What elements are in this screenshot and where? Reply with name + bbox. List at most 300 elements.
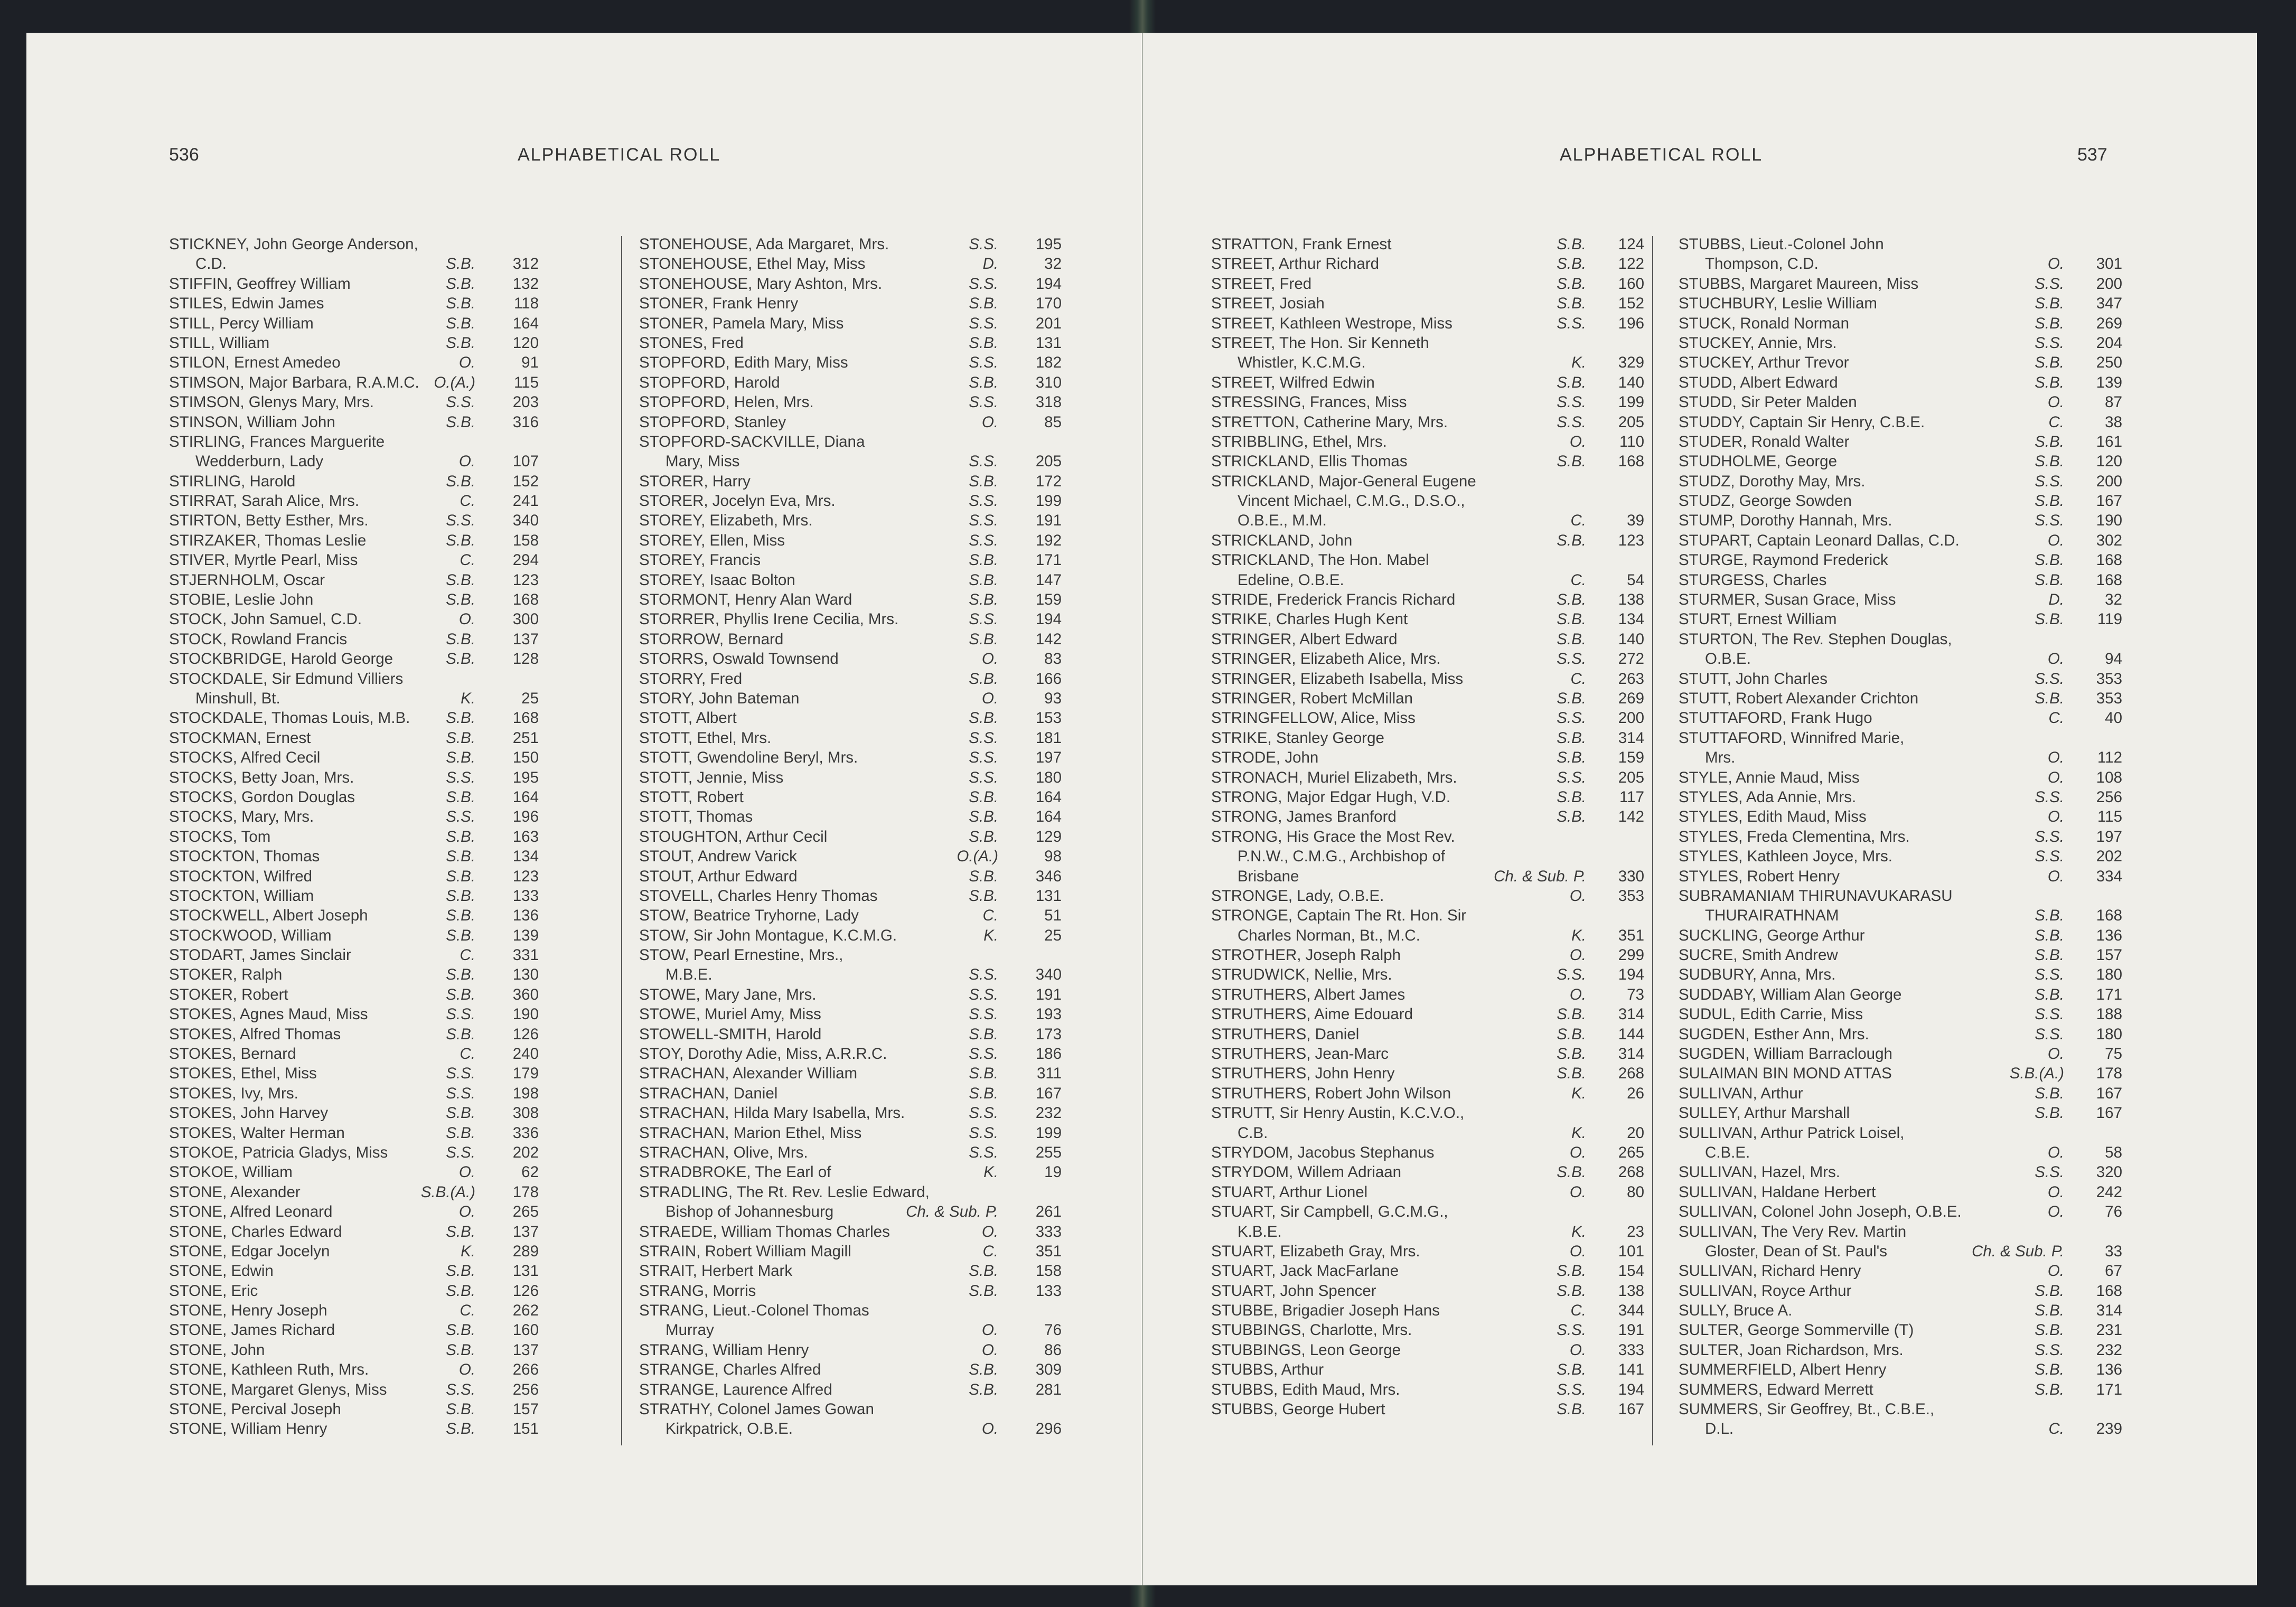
entry-page: 147 [1035, 571, 1062, 589]
entry-name: STONER, Pamela Mary, Miss [639, 314, 844, 332]
entry-honour: S.S. [969, 749, 998, 767]
roll-entry [169, 847, 539, 866]
entry-honour: S.B. [2035, 1084, 2064, 1102]
entry-page: 340 [1035, 966, 1062, 984]
entry-honour: O. [1569, 1183, 1586, 1201]
entry-honour: S.B. [969, 828, 998, 845]
entry-name: STONER, Frank Henry [639, 295, 799, 313]
entry-honour: C. [2048, 709, 2064, 727]
entry-name: SULLIVAN, Arthur [1679, 1084, 1803, 1102]
entry-honour: S.B. [1557, 630, 1586, 648]
entry-page: 138 [1618, 591, 1644, 609]
entry-name: STONE, Alexander [169, 1183, 301, 1201]
entry-page: 80 [1627, 1183, 1644, 1201]
entry-page: 201 [1035, 314, 1062, 332]
roll-entry [169, 274, 539, 294]
roll-entry [639, 847, 1062, 866]
entry-honour: Ch. & Sub. P. [906, 1203, 998, 1221]
entry-name: STOPFORD, Edith Mary, Miss [639, 354, 848, 372]
entry-name: STONE, Percival Joseph [169, 1401, 341, 1418]
entry-page: 130 [512, 966, 539, 984]
entry-name: STRICKLAND, The Hon. Mabel [1211, 551, 1429, 569]
entry-page: 196 [1618, 314, 1644, 332]
entry-honour: S.B. [446, 275, 475, 293]
entry-page: 296 [1035, 1420, 1062, 1438]
entry-name: SUDBURY, Anna, Mrs. [1679, 966, 1836, 984]
entry-name: STOCKS, Alfred Cecil [169, 749, 321, 767]
entry-page: 167 [1618, 1401, 1644, 1418]
entry-name: P.N.W., C.M.G., Archbishop of [1238, 848, 1445, 866]
entry-honour: K. [983, 1163, 998, 1181]
entry-honour: S.B. [969, 373, 998, 391]
entry-honour: S.S. [2035, 275, 2064, 293]
entry-name: STRICKLAND, Ellis Thomas [1211, 453, 1408, 471]
entry-honour: S.B. [1557, 1045, 1586, 1063]
roll-entry [1679, 728, 2122, 748]
roll-entry [169, 550, 539, 570]
roll-entry [639, 570, 1062, 590]
entry-name: SULTER, George Sommerville (T) [1679, 1321, 1914, 1339]
roll-entry [1211, 1202, 1644, 1221]
entry-name: STRINGER, Robert McMillan [1211, 689, 1413, 707]
entry-page: 107 [512, 453, 539, 471]
entry-page: 269 [1618, 689, 1644, 707]
entry-honour: O. [2047, 1183, 2064, 1201]
entry-name: STRESSING, Frances, Miss [1211, 393, 1407, 411]
entry-honour: S.B. [1557, 808, 1586, 826]
entry-page: 262 [512, 1302, 539, 1320]
roll-entry [1679, 373, 2122, 392]
roll-entry [1679, 333, 2122, 353]
entry-name: STRADBROKE, The Earl of [639, 1163, 831, 1181]
entry-page: 340 [512, 512, 539, 530]
roll-entry [1679, 807, 2122, 826]
entry-honour: O. [1569, 946, 1586, 964]
roll-entry [1679, 1025, 2122, 1044]
roll-entry [1679, 570, 2122, 590]
entry-page: 33 [2105, 1242, 2122, 1260]
entry-honour: O. [1569, 985, 1586, 1003]
entry-page: 75 [2105, 1045, 2122, 1063]
roll-entry [639, 1281, 1062, 1301]
entry-honour: S.S. [2035, 334, 2064, 352]
entry-page: 154 [1618, 1262, 1644, 1280]
roll-entry [639, 787, 1062, 807]
entry-name: SUGDEN, William Barraclough [1679, 1045, 1892, 1063]
entry-honour: S.B. [2035, 492, 2064, 510]
entry-page: 166 [1035, 670, 1062, 688]
entry-honour: S.S. [969, 314, 998, 332]
entry-page: 142 [1618, 808, 1644, 826]
roll-entry [1679, 689, 2122, 708]
entry-name: STOW, Beatrice Tryhorne, Lady [639, 907, 859, 925]
entry-name: SULLIVAN, Haldane Herbert [1679, 1183, 1876, 1201]
entry-honour: O. [981, 1420, 998, 1438]
roll-entry [1679, 1162, 2122, 1182]
roll-entry [1211, 1162, 1644, 1182]
entry-honour: S.B. [1557, 255, 1586, 273]
entry-honour: S.B. [969, 334, 998, 352]
entry-name: STOCKS, Tom [169, 828, 271, 845]
entry-honour: S.B. [1557, 1065, 1586, 1083]
entry-honour: O.(A.) [434, 373, 475, 391]
roll-entry [169, 472, 539, 491]
entry-honour: O.(A.) [957, 848, 998, 866]
entry-page: 294 [512, 551, 539, 569]
entry-page: 159 [1035, 591, 1062, 609]
entry-name: STRATHY, Colonel James Gowan [639, 1401, 874, 1418]
roll-entry [169, 689, 539, 708]
entry-name: STRIBBLING, Ethel, Mrs. [1211, 433, 1387, 450]
entry-page: 191 [1035, 512, 1062, 530]
entry-page: 360 [512, 985, 539, 1003]
roll-entry [169, 412, 539, 432]
roll-entry [169, 1182, 539, 1202]
roll-entry [1211, 373, 1644, 392]
entry-honour: S.S. [969, 236, 998, 253]
entry-honour: S.B. [2035, 610, 2064, 628]
entry-name: STRIDE, Frederick Francis Richard [1211, 591, 1456, 609]
entry-honour: S.B. [969, 591, 998, 609]
entry-page: 240 [512, 1045, 539, 1063]
entry-name: STUDDY, Captain Sir Henry, C.B.E. [1679, 413, 1925, 431]
entry-honour: O. [2047, 867, 2064, 885]
entry-honour: S.S. [1557, 966, 1586, 984]
entry-honour: K. [983, 926, 998, 944]
roll-entry [1211, 1084, 1644, 1103]
entry-page: 93 [1044, 689, 1062, 707]
entry-honour: S.S. [969, 354, 998, 372]
entry-name: STONE, James Richard [169, 1321, 335, 1339]
entry-honour: C. [1570, 571, 1586, 589]
entry-name: STORRER, Phyllis Irene Cecilia, Mrs. [639, 610, 899, 628]
roll-entry [639, 472, 1062, 491]
roll-entry [1679, 787, 2122, 807]
entry-name: STUDZ, George Sowden [1679, 492, 1852, 510]
roll-entry [1211, 1044, 1644, 1064]
entry-honour: S.B. [446, 1401, 475, 1418]
roll-entry [1679, 234, 2122, 254]
entry-page: 197 [1035, 749, 1062, 767]
entry-name: SUCKLING, George Arthur [1679, 926, 1865, 944]
entry-name: STONEHOUSE, Ada Margaret, Mrs. [639, 236, 889, 253]
entry-honour: S.B. [446, 907, 475, 925]
roll-entry [639, 274, 1062, 294]
entry-honour: S.B.(A.) [2009, 1065, 2064, 1083]
entry-name: STORY, John Bateman [639, 689, 800, 707]
entry-honour: D. [982, 255, 998, 273]
entry-page: 73 [1627, 985, 1644, 1003]
entry-honour: O. [2047, 808, 2064, 826]
entry-page: 159 [1618, 749, 1644, 767]
entry-page: 139 [512, 926, 539, 944]
roll-entry [1211, 432, 1644, 452]
roll-entry [169, 748, 539, 767]
entry-honour: S.B. [446, 709, 475, 727]
entry-name: STOCKMAN, Ernest [169, 729, 311, 747]
roll-entry [169, 629, 539, 649]
entry-name: STUCKEY, Arthur Trevor [1679, 354, 1849, 372]
entry-page: 157 [2096, 946, 2122, 964]
roll-entry [169, 452, 539, 471]
entry-honour: S.B. [2035, 314, 2064, 332]
roll-entry [1211, 985, 1644, 1004]
entry-honour: S.S. [1557, 709, 1586, 727]
entry-name: STILL, William [169, 334, 270, 352]
entry-page: 171 [1035, 551, 1062, 569]
entry-name: Gloster, Dean of St. Paul's [1705, 1242, 1888, 1260]
roll-entry [639, 867, 1062, 886]
roll-entry [1679, 392, 2122, 412]
entry-honour: S.B. [1557, 1262, 1586, 1280]
entry-name: STONE, Henry Joseph [169, 1302, 327, 1320]
entry-honour: S.S. [446, 393, 475, 411]
roll-entry [169, 708, 539, 728]
entry-page: 83 [1044, 650, 1062, 668]
roll-entry [1211, 392, 1644, 412]
entry-page: 269 [2096, 314, 2122, 332]
entry-honour: O. [981, 689, 998, 707]
entry-page: 137 [512, 1223, 539, 1241]
roll-entry [1679, 1320, 2122, 1340]
entry-name: STUBBS, Margaret Maureen, Miss [1679, 275, 1919, 293]
roll-entry [639, 1103, 1062, 1123]
roll-entry [169, 1025, 539, 1044]
entry-name: SUGDEN, Esther Ann, Mrs. [1679, 1025, 1869, 1043]
entry-honour: S.B. [446, 314, 475, 332]
roll-entry [639, 1340, 1062, 1360]
roll-entry [1679, 1380, 2122, 1399]
entry-page: 158 [512, 531, 539, 549]
entry-honour: O. [458, 1361, 475, 1379]
entry-honour: S.S. [2035, 848, 2064, 866]
entry-name: STRUTHERS, Robert John Wilson [1211, 1084, 1451, 1102]
roll-entry [1679, 1301, 2122, 1320]
entry-honour: S.B. [446, 887, 475, 905]
entry-name: STUTT, John Charles [1679, 670, 1828, 688]
entry-honour: S.S. [969, 492, 998, 510]
entry-name: STONE, William Henry [169, 1420, 327, 1438]
entry-name: STRONG, His Grace the Most Rev. [1211, 828, 1455, 845]
roll-entry [169, 728, 539, 748]
entry-name: STRONG, James Branford [1211, 808, 1397, 826]
entry-name: STOKES, Agnes Maud, Miss [169, 1005, 368, 1023]
entry-page: 311 [1036, 1065, 1062, 1083]
entry-name: STRANGE, Laurence Alfred [639, 1380, 832, 1398]
entry-page: 67 [2105, 1262, 2122, 1280]
entry-honour: S.B. [969, 709, 998, 727]
entry-honour: C. [1570, 670, 1586, 688]
entry-honour: S.S. [446, 1084, 475, 1102]
roll-entry [639, 254, 1062, 274]
roll-entry [1211, 570, 1644, 590]
entry-name: SULLIVAN, Royce Arthur [1679, 1282, 1852, 1300]
entry-honour: S.S. [446, 808, 475, 826]
roll-entry [639, 1004, 1062, 1024]
entry-page: 268 [1618, 1163, 1644, 1181]
roll-entry [169, 392, 539, 412]
entry-page: 188 [2096, 1005, 2122, 1023]
roll-entry [1211, 412, 1644, 432]
entry-page: 138 [1618, 1282, 1644, 1300]
entry-honour: S.B. [969, 571, 998, 589]
entry-page: 19 [1044, 1163, 1062, 1181]
entry-honour: S.S. [1557, 314, 1586, 332]
entry-name: STUART, Arthur Lionel [1211, 1183, 1368, 1201]
entry-page: 171 [2096, 985, 2122, 1003]
roll-entry [1211, 1123, 1644, 1143]
entry-name: STONEHOUSE, Mary Ashton, Mrs. [639, 275, 883, 293]
entry-name: STUBBS, Edith Maud, Mrs. [1211, 1380, 1400, 1398]
entry-honour: C. [982, 907, 998, 925]
entry-name: STOKOE, William [169, 1163, 293, 1181]
entry-honour: K. [461, 689, 475, 707]
entry-name: STRAIN, Robert William Magill [639, 1242, 851, 1260]
entry-page: 199 [1618, 393, 1644, 411]
roll-entry [1679, 294, 2122, 313]
entry-name: STUMP, Dorothy Hannah, Mrs. [1679, 512, 1892, 530]
roll-entry [639, 1242, 1062, 1261]
entry-name: STURMER, Susan Grace, Miss [1679, 591, 1896, 609]
roll-entry [639, 1380, 1062, 1399]
page-number-left: 536 [169, 145, 199, 165]
entry-honour: O. [2047, 1203, 2064, 1221]
entry-page: 178 [512, 1183, 539, 1201]
entry-page: 191 [1035, 985, 1062, 1003]
entry-page: 153 [1035, 709, 1062, 727]
entry-page: 167 [2096, 492, 2122, 510]
entry-name: STOREY, Ellen, Miss [639, 531, 785, 549]
entry-name: STOCKDALE, Thomas Louis, M.B. [169, 709, 410, 727]
entry-honour: S.B. [446, 334, 475, 352]
entry-honour: O. [981, 1341, 998, 1359]
entry-honour: S.S. [2035, 1005, 2064, 1023]
entry-name: STORMONT, Henry Alan Ward [639, 591, 852, 609]
entry-page: 232 [1035, 1104, 1062, 1122]
entry-name: STOCKWOOD, William [169, 926, 332, 944]
roll-entry [1679, 906, 2122, 925]
roll-entry [1211, 1360, 1644, 1379]
entry-honour: S.B. [1557, 373, 1586, 391]
running-header-left: ALPHABETICAL ROLL [518, 145, 721, 165]
entry-honour: S.B. [1557, 295, 1586, 313]
entry-name: STUDHOLME, George [1679, 453, 1837, 471]
entry-honour: O. [981, 1321, 998, 1339]
entry-name: STRUTHERS, Aime Edouard [1211, 1005, 1413, 1023]
entry-name: Thompson, C.D. [1705, 255, 1819, 273]
entry-page: 26 [1627, 1084, 1644, 1102]
entry-name: STOY, Dorothy Adie, Miss, A.R.R.C. [639, 1045, 887, 1063]
roll-entry [639, 629, 1062, 649]
roll-entry [1211, 669, 1644, 689]
roll-entry [639, 768, 1062, 787]
entry-page: 152 [1618, 295, 1644, 313]
entry-page: 266 [512, 1361, 539, 1379]
entry-name: STOCKS, Betty Joan, Mrs. [169, 768, 354, 786]
entry-honour: O. [2047, 393, 2064, 411]
entry-name: STINSON, William John [169, 413, 335, 431]
roll-entry [169, 867, 539, 886]
roll-entry [639, 886, 1062, 906]
entry-honour: O. [2047, 1143, 2064, 1161]
entry-page: 110 [1619, 433, 1644, 450]
entry-honour: S.B. [1557, 275, 1586, 293]
entry-honour: O. [458, 1203, 475, 1221]
entry-name: C.B.E. [1705, 1143, 1750, 1161]
entry-honour: S.B. [2035, 295, 2064, 313]
roll-entry [1211, 531, 1644, 550]
roll-entry [169, 333, 539, 353]
entry-page: 336 [512, 1124, 539, 1142]
entry-honour: C. [460, 1302, 475, 1320]
roll-entry [1679, 985, 2122, 1004]
entry-name: STOWELL-SMITH, Harold [639, 1025, 822, 1043]
entry-name: STOKER, Ralph [169, 966, 283, 984]
entry-name: STREET, The Hon. Sir Kenneth [1211, 334, 1429, 352]
entry-page: 299 [1618, 946, 1644, 964]
entry-honour: O. [1569, 887, 1586, 905]
entry-honour: S.B. [446, 828, 475, 845]
roll-entry [169, 827, 539, 847]
entry-name: STRUTHERS, Daniel [1211, 1025, 1360, 1043]
roll-entry [639, 412, 1062, 432]
entry-name: STONE, Kathleen Ruth, Mrs. [169, 1361, 369, 1379]
roll-entry [169, 1103, 539, 1123]
entry-honour: C. [460, 946, 475, 964]
entry-name: STOTT, Robert [639, 788, 744, 806]
entry-name: STUDD, Sir Peter Malden [1679, 393, 1857, 411]
entry-page: 168 [2096, 551, 2122, 569]
entry-name: Mary, Miss [666, 453, 740, 471]
entry-page: 200 [2096, 275, 2122, 293]
roll-entry [1211, 1340, 1644, 1360]
entry-honour: S.S. [2035, 828, 2064, 845]
roll-entry [1679, 452, 2122, 471]
entry-name: STRACHAN, Daniel [639, 1084, 778, 1102]
entry-honour: S.B. [969, 630, 998, 648]
entry-name: STIRLING, Frances Marguerite [169, 433, 385, 450]
roll-entry [639, 1123, 1062, 1143]
entry-name: O.B.E., M.M. [1238, 512, 1327, 530]
entry-name: STOUT, Andrew Varick [639, 848, 797, 866]
entry-name: STOCKBRIDGE, Harold George [169, 650, 393, 668]
entry-honour: S.S. [1557, 1321, 1586, 1339]
entry-name: Wedderburn, Lady [195, 453, 324, 471]
entry-honour: S.B. [446, 848, 475, 866]
roll-entry [1679, 314, 2122, 333]
entry-name: STILON, Ernest Amedeo [169, 354, 341, 372]
entry-page: 168 [2096, 571, 2122, 589]
entry-honour: S.S. [969, 729, 998, 747]
entry-page: 251 [512, 729, 539, 747]
roll-entry [1679, 531, 2122, 550]
entry-page: 160 [1618, 275, 1644, 293]
roll-entry [1679, 965, 2122, 984]
entry-honour: O. [458, 354, 475, 372]
entry-name: STONE, Edgar Jocelyn [169, 1242, 330, 1260]
entry-honour: S.B. [969, 1282, 998, 1300]
entry-honour: D. [2048, 591, 2064, 609]
roll-entry [639, 708, 1062, 728]
entry-honour: S.B. [446, 630, 475, 648]
entry-page: 25 [521, 689, 539, 707]
entry-page: 198 [512, 1084, 539, 1102]
roll-entry [639, 1202, 1062, 1221]
entry-page: 126 [512, 1025, 539, 1043]
roll-entry [169, 1340, 539, 1360]
entry-page: 170 [1035, 295, 1062, 313]
right-column-1 [1211, 234, 1644, 1419]
